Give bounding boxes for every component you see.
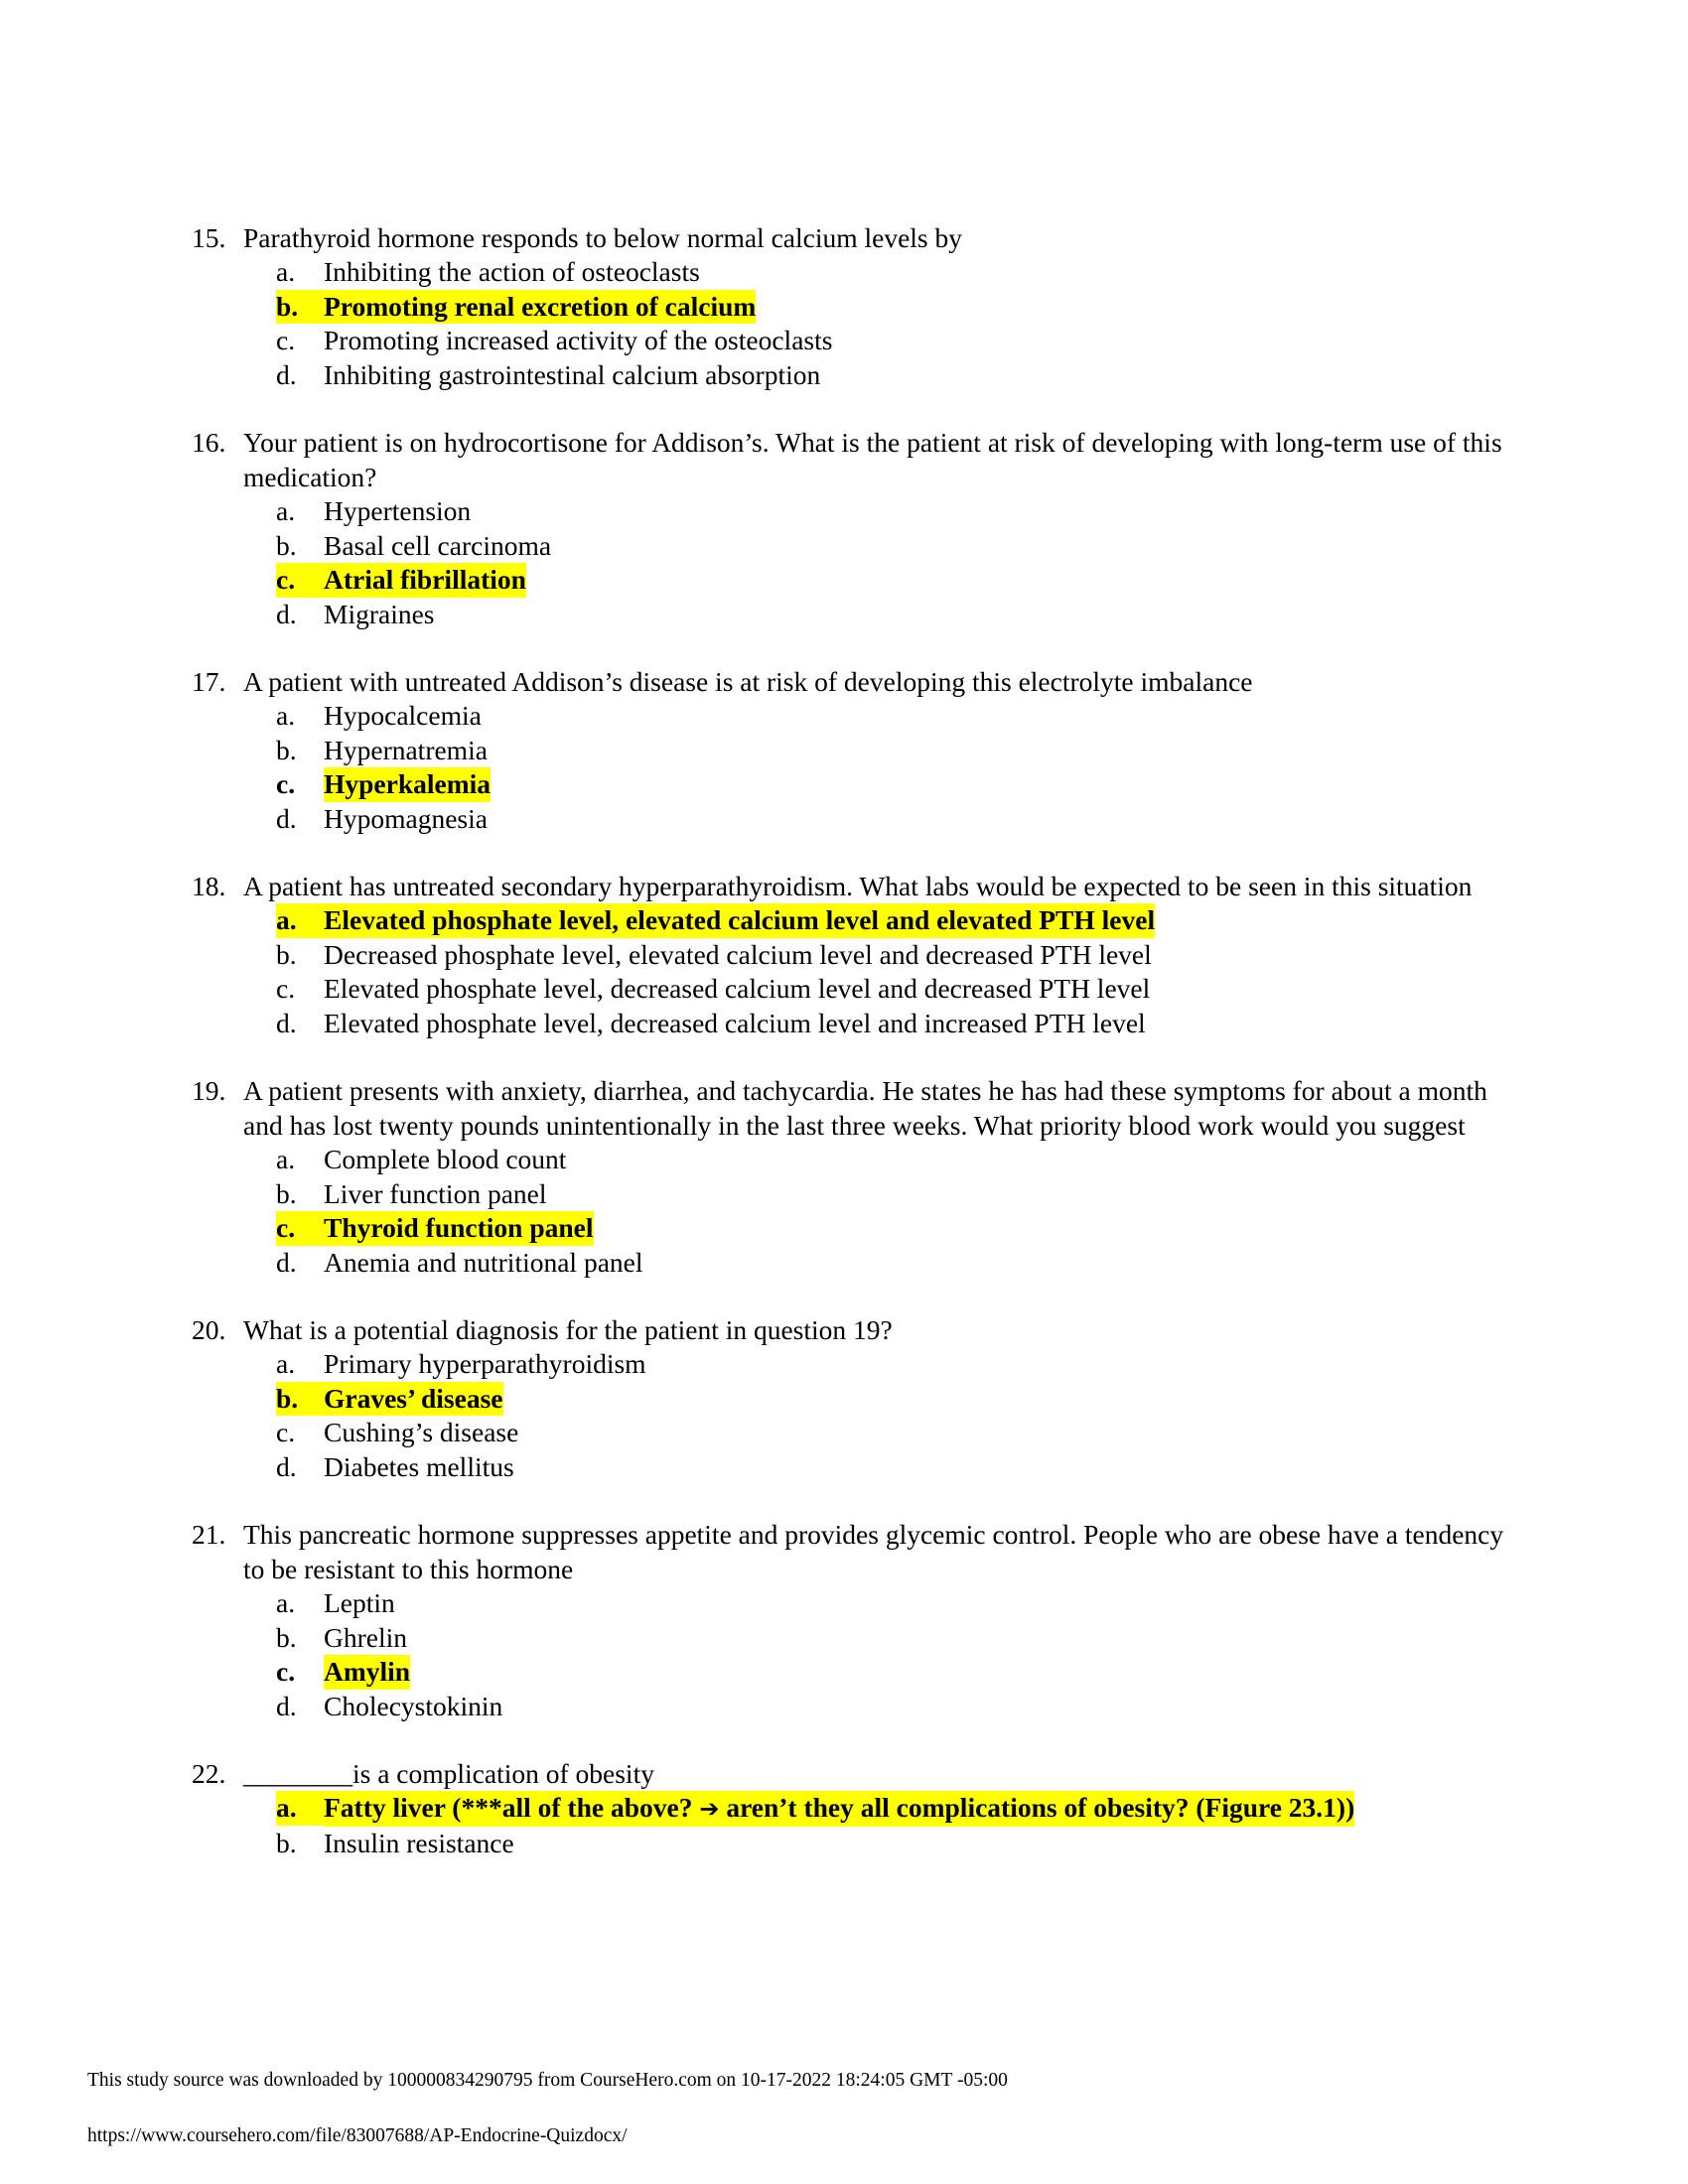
question-number: 18. bbox=[192, 871, 226, 901]
question-block bbox=[189, 1312, 1519, 1484]
option-text: Basal cell carcinoma bbox=[324, 529, 552, 561]
question-text: Parathyroid hormone responds to below normal calcium levels by bbox=[243, 222, 962, 253]
option-row[interactable] bbox=[276, 563, 1519, 598]
option-label: a. bbox=[276, 256, 296, 287]
option-row[interactable] bbox=[276, 1621, 1519, 1656]
option-label: a. bbox=[276, 903, 324, 938]
option-text-highlighted: Atrial fibrillation bbox=[324, 563, 526, 598]
question-line bbox=[189, 1312, 1519, 1347]
option-label: b. bbox=[276, 1827, 297, 1858]
option-text: Hypertension bbox=[324, 495, 472, 526]
option-row[interactable] bbox=[276, 324, 1519, 358]
question-number: 15. bbox=[192, 222, 226, 253]
question-block bbox=[189, 1517, 1519, 1723]
fill-in-blank: ________ bbox=[243, 1758, 352, 1789]
option-label: a. bbox=[276, 1348, 296, 1379]
option-row[interactable] bbox=[276, 358, 1519, 393]
option-row[interactable] bbox=[276, 699, 1519, 734]
option-label: c. bbox=[276, 1417, 296, 1447]
option-text: Hypocalcemia bbox=[324, 700, 482, 731]
option-label: b. bbox=[276, 938, 297, 970]
option-text: Primary hyperparathyroidism bbox=[324, 1348, 646, 1379]
option-row[interactable] bbox=[276, 767, 1519, 802]
option-text: Decreased phosphate level, elevated calcium level and decreased PTH level bbox=[324, 938, 1152, 970]
coursehero-source-url: https://www.coursehero.com/file/83007688/AP-Endocrine-Quizdocx/ bbox=[87, 2125, 628, 2146]
option-label: a. bbox=[276, 1144, 296, 1174]
question-number: 21. bbox=[192, 1519, 226, 1550]
option-text: Promoting increased activity of the osteoclasts bbox=[324, 325, 833, 355]
option-list bbox=[189, 1143, 1519, 1280]
option-text-highlighted: Promoting renal excretion of calcium bbox=[324, 290, 756, 325]
option-row[interactable] bbox=[276, 802, 1519, 837]
option-label: d. bbox=[276, 598, 297, 629]
option-text-highlighted: Amylin bbox=[324, 1655, 410, 1690]
option-row[interactable] bbox=[276, 598, 1519, 632]
option-text-highlighted: Thyroid function panel bbox=[324, 1211, 594, 1246]
question-text: ________is a complication of obesity bbox=[243, 1758, 654, 1789]
option-row[interactable] bbox=[276, 1177, 1519, 1212]
option-label: a. bbox=[276, 495, 296, 526]
arrow-icon: ➔ bbox=[699, 1795, 720, 1823]
option-label: c. bbox=[276, 768, 296, 799]
option-row[interactable] bbox=[276, 1791, 1519, 1827]
option-label: b. bbox=[276, 1177, 297, 1209]
question-line bbox=[189, 1756, 1519, 1791]
question-line bbox=[189, 664, 1519, 699]
option-row[interactable] bbox=[276, 494, 1519, 529]
option-row[interactable] bbox=[276, 734, 1519, 768]
option-label: b. bbox=[276, 1621, 297, 1653]
option-row[interactable] bbox=[276, 1143, 1519, 1177]
option-text: Ghrelin bbox=[324, 1621, 408, 1653]
option-label: b. bbox=[276, 529, 297, 561]
option-row[interactable] bbox=[276, 903, 1519, 938]
option-label: b. bbox=[276, 1382, 324, 1417]
option-label: d. bbox=[276, 1450, 297, 1482]
option-row[interactable] bbox=[276, 1655, 1519, 1690]
question-block bbox=[189, 1073, 1519, 1280]
option-row[interactable] bbox=[276, 255, 1519, 290]
option-list bbox=[189, 1586, 1519, 1723]
question-line bbox=[189, 220, 1519, 255]
option-text: Hypomagnesia bbox=[324, 802, 488, 834]
option-label: c. bbox=[276, 973, 296, 1004]
option-row[interactable] bbox=[276, 972, 1519, 1007]
option-row[interactable] bbox=[276, 1416, 1519, 1450]
question-block bbox=[189, 220, 1519, 392]
option-label: a. bbox=[276, 1791, 324, 1826]
question-line bbox=[189, 425, 1519, 494]
option-label: c. bbox=[276, 1211, 324, 1246]
question-block bbox=[189, 425, 1519, 631]
question-line bbox=[189, 1073, 1519, 1143]
option-text: Elevated phosphate level, decreased calcium level and increased PTH level bbox=[324, 1007, 1146, 1038]
option-text: Diabetes mellitus bbox=[324, 1450, 514, 1482]
option-list bbox=[189, 1791, 1519, 1860]
option-label: d. bbox=[276, 1690, 297, 1721]
option-row[interactable] bbox=[276, 938, 1519, 973]
question-number: 20. bbox=[192, 1314, 226, 1345]
option-row[interactable] bbox=[276, 529, 1519, 564]
option-text: Anemia and nutritional panel bbox=[324, 1246, 643, 1278]
option-label: b. bbox=[276, 290, 324, 325]
question-block bbox=[189, 664, 1519, 836]
question-line bbox=[189, 1517, 1519, 1586]
option-list bbox=[189, 494, 1519, 631]
option-label: a. bbox=[276, 700, 296, 731]
option-label: c. bbox=[276, 1656, 296, 1687]
question-text: This pancreatic hormone suppresses appetite and provides glycemic control. People who are obese have a tendency to be resistant to this hormone bbox=[243, 1519, 1504, 1584]
question-block bbox=[189, 869, 1519, 1040]
option-text: Inhibiting gastrointestinal calcium absorption bbox=[324, 358, 821, 390]
option-row[interactable] bbox=[276, 290, 1519, 325]
option-row[interactable] bbox=[276, 1347, 1519, 1382]
option-text-highlighted: Hyperkalemia bbox=[324, 767, 491, 802]
option-label: d. bbox=[276, 802, 297, 834]
question-number: 17. bbox=[192, 666, 226, 697]
option-row[interactable] bbox=[276, 1007, 1519, 1041]
option-label: c. bbox=[276, 325, 296, 355]
question-number: 19. bbox=[192, 1075, 226, 1106]
option-row[interactable] bbox=[276, 1690, 1519, 1724]
option-list bbox=[189, 903, 1519, 1040]
option-label: d. bbox=[276, 1007, 297, 1038]
coursehero-download-notice: This study source was downloaded by 100000834290795 from CourseHero.com on 10-17-2022 18:24:05 GMT -05:00 bbox=[87, 2070, 1008, 2091]
option-text: Cholecystokinin bbox=[324, 1690, 503, 1721]
option-row[interactable] bbox=[276, 1246, 1519, 1281]
option-text: Cushing’s disease bbox=[324, 1417, 519, 1447]
option-row[interactable] bbox=[276, 1586, 1519, 1621]
option-text: Elevated phosphate level, decreased calcium level and decreased PTH level bbox=[324, 973, 1151, 1004]
option-label: a. bbox=[276, 1587, 296, 1618]
option-text: Leptin bbox=[324, 1587, 395, 1618]
option-list bbox=[189, 1347, 1519, 1484]
option-label: c. bbox=[276, 563, 324, 598]
option-text: Complete blood count bbox=[324, 1144, 567, 1174]
option-text: Liver function panel bbox=[324, 1177, 547, 1209]
question-number: 22. bbox=[192, 1758, 226, 1789]
option-text: Migraines bbox=[324, 598, 435, 629]
option-text-highlighted: Elevated phosphate level, elevated calcium level and elevated PTH level bbox=[324, 903, 1155, 938]
question-block bbox=[189, 1756, 1519, 1860]
question-text: A patient with untreated Addison’s disease is at risk of developing this electrolyte imbalance bbox=[243, 666, 1253, 697]
question-text: What is a potential diagnosis for the patient in question 19? bbox=[243, 1314, 893, 1345]
question-text: Your patient is on hydrocortisone for Addison’s. What is the patient at risk of developing with long-term use of this medication? bbox=[243, 427, 1502, 492]
question-line bbox=[189, 869, 1519, 903]
option-row[interactable] bbox=[276, 1450, 1519, 1485]
option-row[interactable] bbox=[276, 1382, 1519, 1417]
option-row[interactable] bbox=[276, 1827, 1519, 1861]
option-text-highlighted: Fatty liver (***all of the above? ➔ aren’t they all complications of obesity? (Figure 23.1)) bbox=[324, 1791, 1354, 1827]
option-label: b. bbox=[276, 734, 297, 765]
option-list bbox=[189, 699, 1519, 836]
option-label: d. bbox=[276, 1246, 297, 1278]
option-text: Hypernatremia bbox=[324, 734, 488, 765]
option-text: Insulin resistance bbox=[324, 1827, 514, 1858]
questions-container bbox=[189, 220, 1519, 1893]
option-text: Inhibiting the action of osteoclasts bbox=[324, 256, 700, 287]
question-text: A patient presents with anxiety, diarrhea, and tachycardia. He states he has had these symptoms for about a month and has lost twenty pounds unintentionally in the last three weeks. What priority blood work would you suggest bbox=[243, 1075, 1487, 1141]
option-label: d. bbox=[276, 358, 297, 390]
option-list bbox=[189, 255, 1519, 392]
option-row[interactable] bbox=[276, 1211, 1519, 1246]
option-text-highlighted: Graves’ disease bbox=[324, 1382, 503, 1417]
question-text: A patient has untreated secondary hyperparathyroidism. What labs would be expected to be seen in this situation bbox=[243, 871, 1473, 901]
question-number: 16. bbox=[192, 427, 226, 458]
